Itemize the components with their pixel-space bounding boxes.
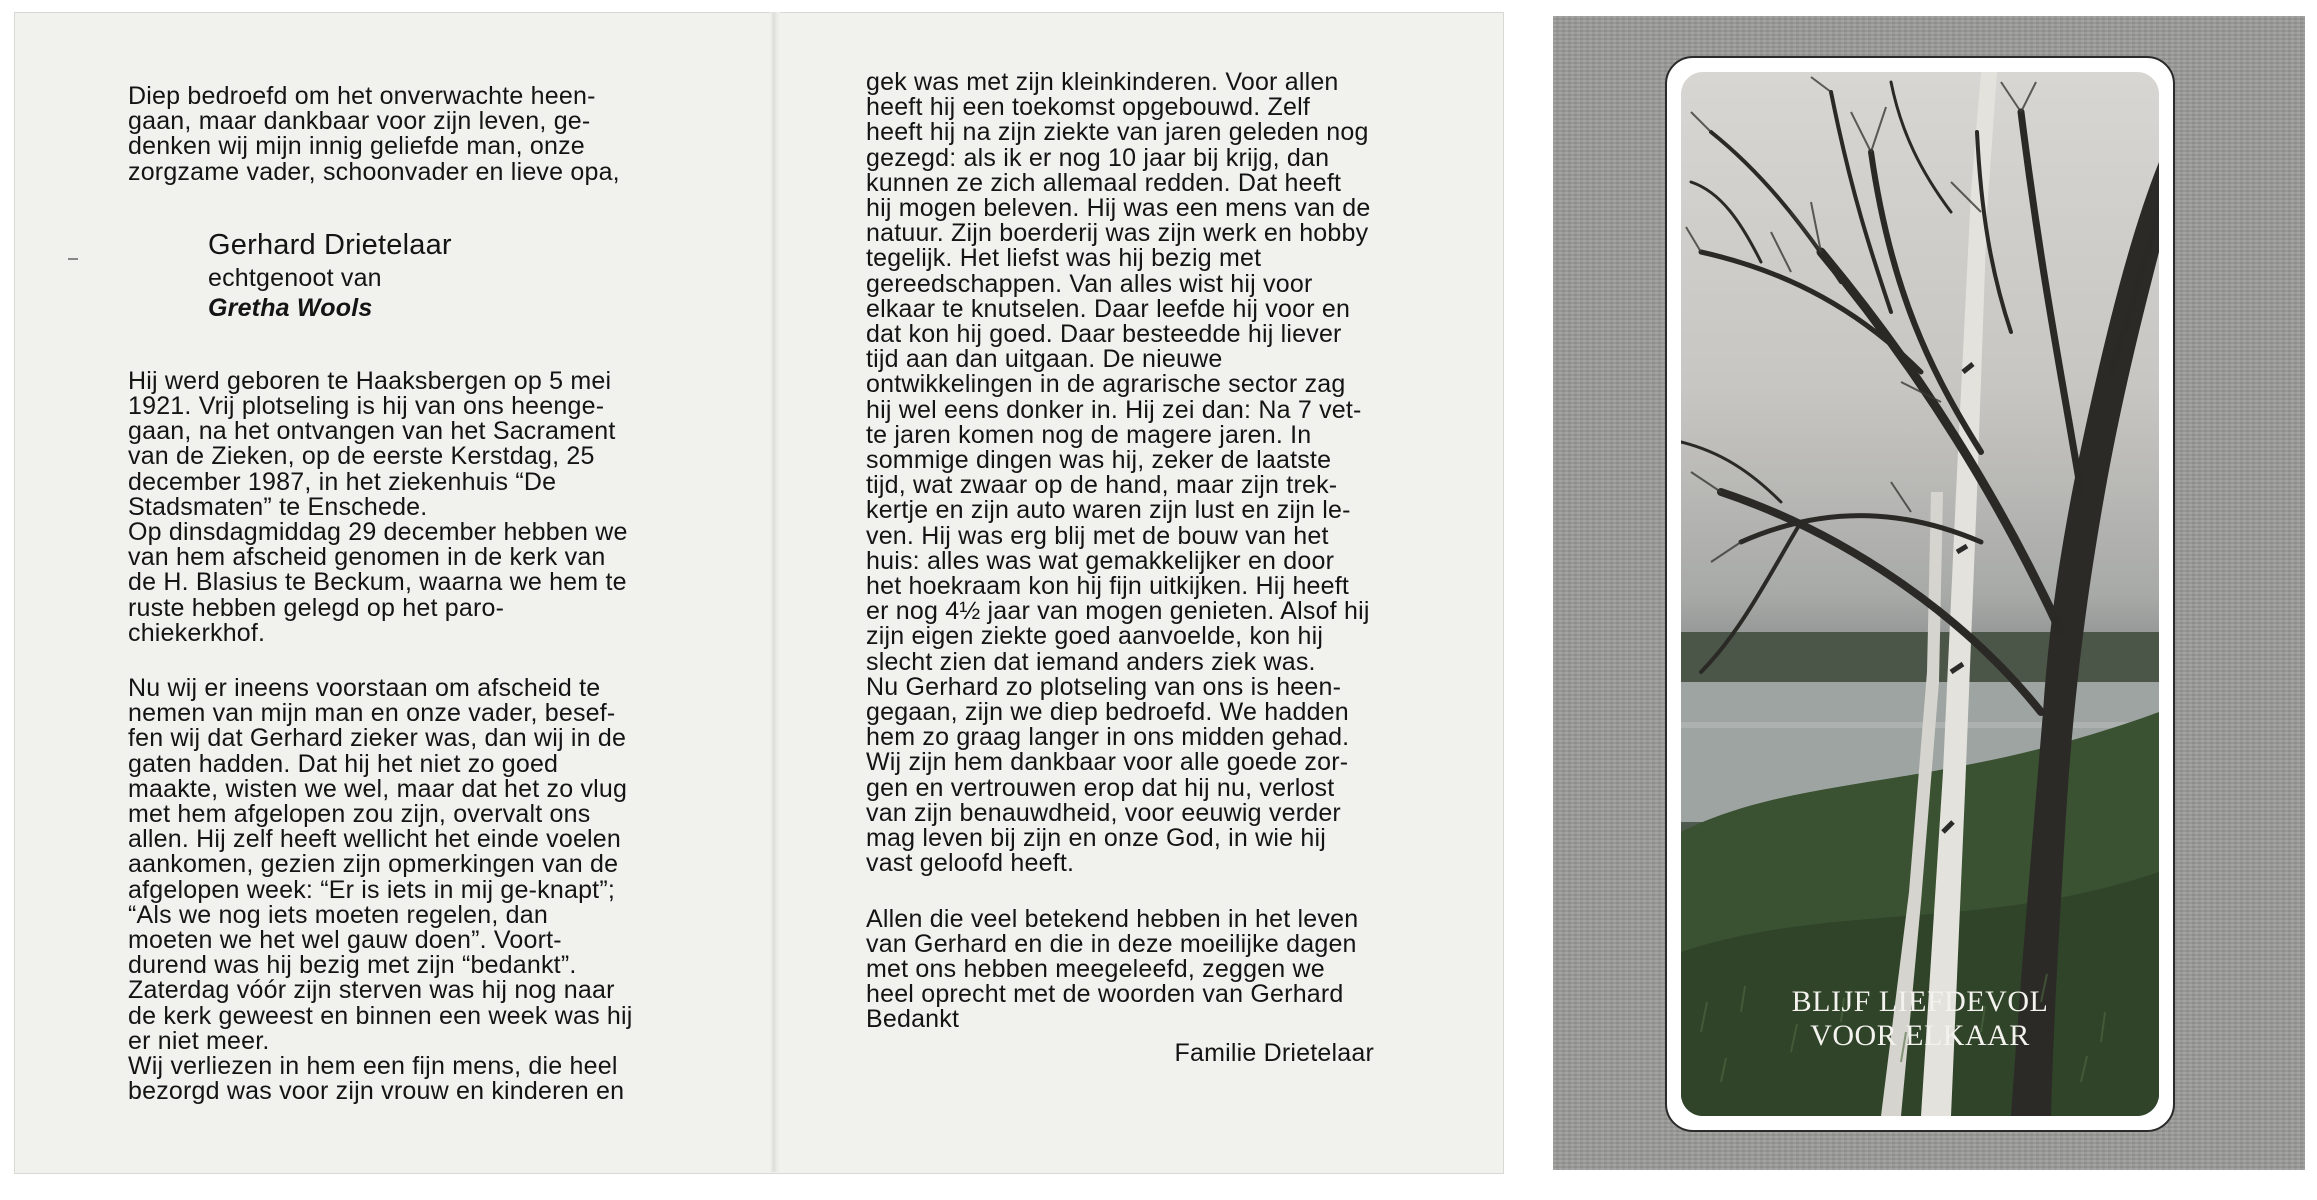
card-title-line-1: BLIJF LIEFDEVOL bbox=[1791, 985, 2049, 1018]
thanks-paragraph: Allen die veel betekend hebben in het leven van Gerhard en die in deze moeilijke dagen met ons hebben meegeleefd, zeggen we heel oprecht met de woorden van Gerhard Bedankt bbox=[866, 904, 1359, 1034]
deceased-name: Gerhard Drietelaar bbox=[208, 228, 452, 261]
center-fold bbox=[770, 12, 780, 1172]
margin-mark bbox=[68, 258, 78, 260]
left-page-text bbox=[128, 84, 634, 1105]
tree-branches bbox=[1681, 82, 2159, 712]
sudden-paragraph: Nu Gerhard zo plotseling van ons is heen-gegaan, zijn we diep bedroefd. We hadden hem zo graag langer in ons midden gehad. Wij zijn hem dankbaar voor alle goede zor-gen en vertrouwen erop dat hij nu, verlost van zijn benauwdheid, voor eeuwig verder mag leven bij zijn en onze God, in wie hij vast geloofd heeft. bbox=[866, 672, 1350, 878]
water-ripple bbox=[1681, 722, 2159, 728]
farewell-paragraph: Op dinsdagmiddag 29 december hebben we van hem afscheid genomen in de kerk van de H. Blasius te Beckum, waarna we hem te ruste hebben gelegd op het paro-chiekerkhof. bbox=[128, 518, 628, 647]
relation-label: echtgenoot van bbox=[208, 263, 382, 292]
continued-paragraph: gek was met zijn kleinkinderen. Voor allen heeft hij een toekomst opgebouwd. Zelf heeft hij na zijn ziekte van jaren geleden nog gezegd: als ik er nog 10 jaar bij krijg, dan kunnen ze zich allemaal redden. Dat heeft hij mogen beleven. Hij was een mens van de natuur. Zijn boerderij was zijn werk en hobby tegelijk. Het liefst was hij bezig met gereedschappen. Van alles wist hij voor elkaar te knutselen. Daar leefde hij voor en dat kon hij goed. Daar besteedde hij liever tijd aan dan uitgaan. De nieuwe ontwikkelingen in de agrarische sector zag hij wel eens donker in. Hij zei dan: Na 7 vet-te jaren komen nog de magere jaren. In sommige dingen was hij, zeker de laatste tijd, wat zwaar op de hand, maar zijn trek-kertje en zijn auto waren zijn lust en zijn le-ven. Hij was erg blij met de bouw van het huis: alles was wat gemakkelijker en door het hoekraam kon hij fijn uitkijken. Hij heeft er nog 4½ jaar van mogen genieten. Alsof hij zijn eigen ziekte goed aanvoelde, kon hij slecht zien dat iemand anders ziek was. bbox=[866, 68, 1371, 676]
card-title bbox=[1681, 985, 2159, 1053]
birth-paragraph: Hij werd geboren te Haaksbergen op 5 mei 1921. Vrij plotseling is hij van ons heenge-gaan, na het ontvangen van het Sacrament van de Zieken, op de eerste Kerstdag, 25 december 1987, in het ziekenhuis “De Stadsmaten” te Enschede. bbox=[128, 366, 616, 521]
landscape-illustration bbox=[1681, 72, 2159, 1116]
card-title-line-2: VOOR ELKAAR bbox=[1810, 1019, 2030, 1052]
spouse-name: Gretha Wools bbox=[208, 293, 373, 322]
now-paragraph: Nu wij er ineens voorstaan om afscheid te nemen van mijn man en onze vader, besef-fen wij dat Gerhard zieker was, dan wij in de gaten hadden. Dat hij het niet zo goed maakte, wisten we wel, maar dat het zo vlug met hem afgelopen zou zijn, overvalt ons allen. Hij zelf heeft wellicht het einde voelen aankomen, gezien zijn opmerkingen van de afgelopen week: “Er is iets in mij ge-knapt”; “Als we nog iets moeten regelen, dan moeten we het wel gauw doen”. Voort-durend was hij bezig met zijn “bedankt”. Zaterdag vóór zijn sterven was hij nog naar de kerk geweest en binnen een week was hij er niet meer. bbox=[128, 674, 633, 1055]
person-paragraph: Wij verliezen in hem een fijn mens, die heel bezorgd was voor zijn vrouw en kinderen en bbox=[128, 1052, 625, 1106]
family-signature: Familie Drietelaar bbox=[1174, 1038, 1374, 1067]
trees-by-water-photo bbox=[1681, 72, 2159, 1116]
intro-paragraph: Diep bedroefd om het onverwachte heen-gaan, maar dankbaar voor zijn leven, ge-denken wij mijn innig geliefde man, onze zorgzame vader, schoonvader en lieve opa, bbox=[128, 82, 620, 186]
right-page-text bbox=[866, 70, 1372, 1066]
name-block bbox=[208, 227, 634, 323]
